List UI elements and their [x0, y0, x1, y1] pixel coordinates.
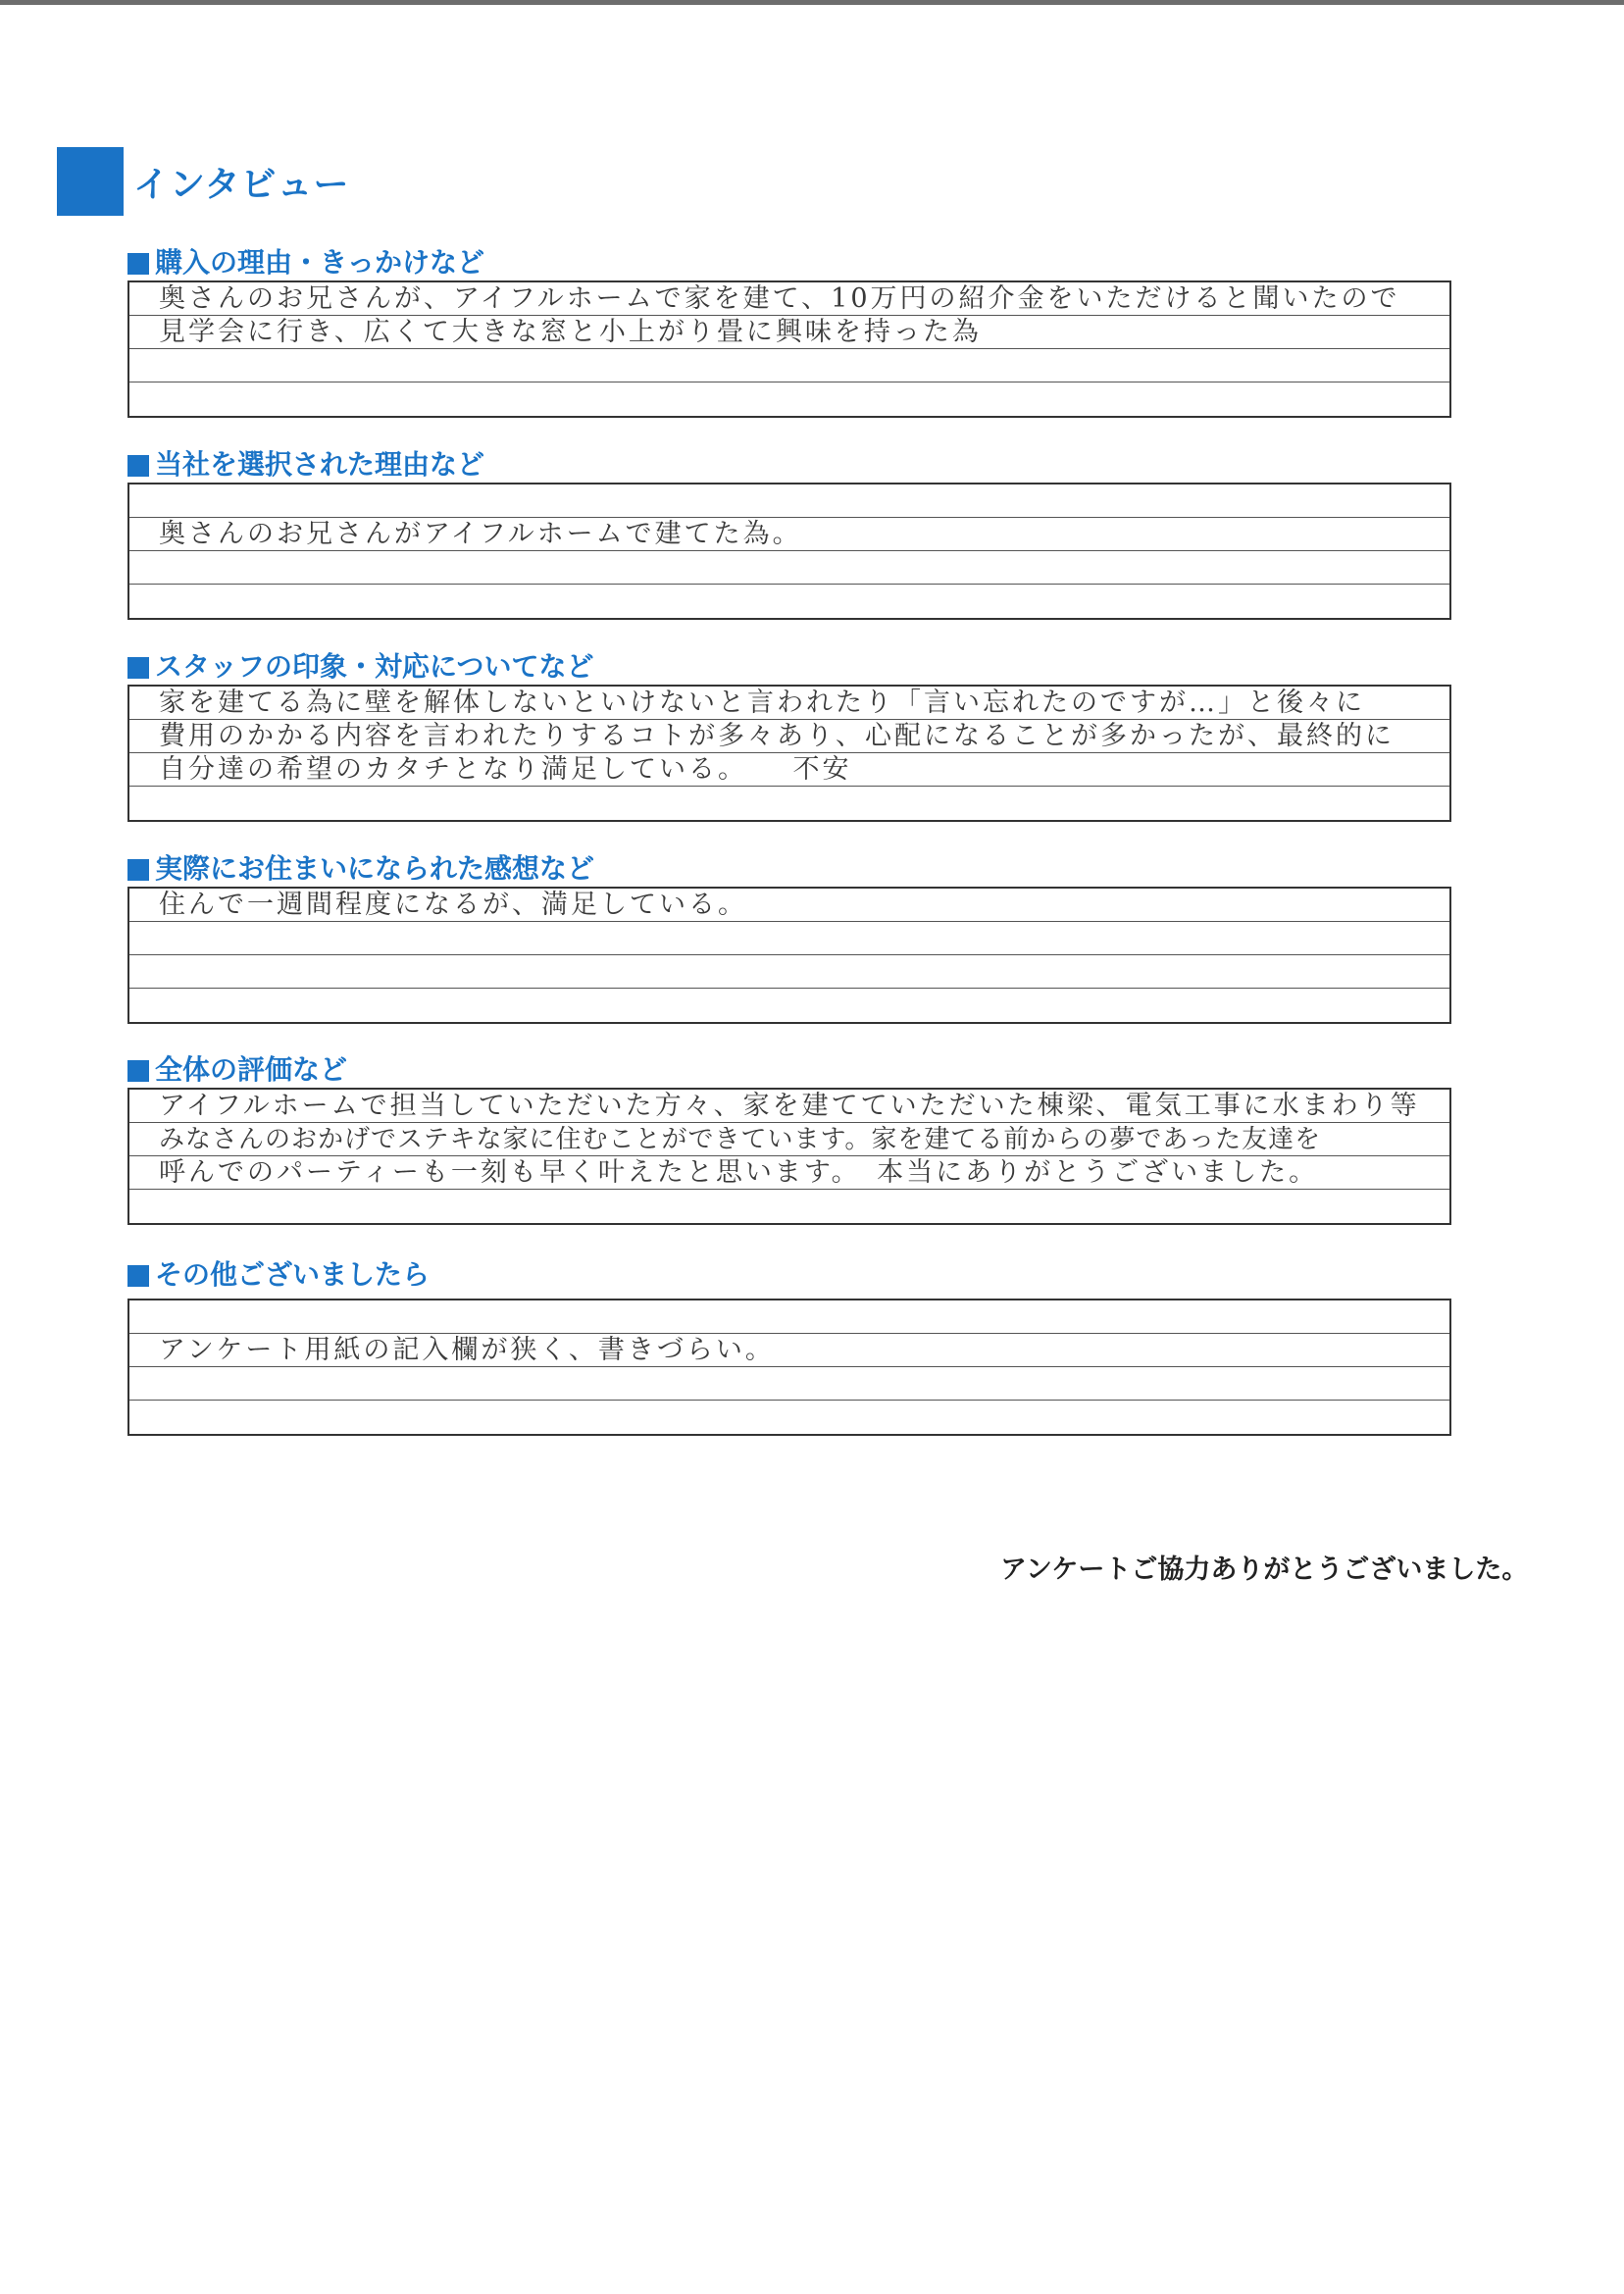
page-top-border — [0, 0, 1624, 5]
answer-line — [129, 787, 1449, 820]
handwritten-text: 費用のかかる内容を言われたりするコトが多々あり、心配になることが多かったが、最終的に — [159, 721, 1395, 751]
handwritten-text: アンケート用紙の記入欄が狭く、書きづらい。 — [159, 1335, 775, 1365]
handwritten-text: 奥さんのお兄さんが、アイフルホームで家を建て、10万円の紹介金をいただけると聞いたので — [159, 283, 1400, 314]
answer-line — [129, 382, 1449, 416]
page-title: インタビュー — [133, 165, 350, 205]
handwritten-text: アイフルホームで担当していただいた方々、家を建てていただいた棟梁、電気工事に水まわり等 — [159, 1091, 1420, 1121]
handwritten-text: 見学会に行き、広くて大きな窓と小上がり畳に興味を持った為 — [159, 317, 982, 347]
answer-line — [129, 484, 1449, 518]
answer-line — [129, 1090, 1449, 1123]
section-heading: スタッフの印象・対応についてなど — [127, 649, 1451, 685]
handwritten-text: 家を建てる為に壁を解体しないといけないと言われたり「言い忘れたのですが…」と後々に — [159, 688, 1365, 718]
answer-line — [129, 1190, 1449, 1223]
section-heading: 実際にお住まいになられた感想など — [127, 851, 1451, 887]
square-bullet-icon — [127, 859, 149, 881]
section-staff-impression — [127, 649, 1451, 822]
answer-line — [129, 551, 1449, 585]
section-heading: その他ございましたら — [127, 1257, 1451, 1293]
section-heading: 当社を選択された理由など — [127, 447, 1451, 483]
answer-line — [129, 1156, 1449, 1190]
answer-line — [129, 585, 1449, 618]
answer-line — [129, 282, 1449, 316]
answer-line — [129, 1334, 1449, 1367]
section-overall-evaluation — [127, 1052, 1451, 1225]
square-bullet-icon — [127, 253, 149, 275]
section-selection-reason — [127, 447, 1451, 620]
square-bullet-icon — [127, 657, 149, 679]
answer-line — [129, 518, 1449, 551]
square-bullet-icon — [127, 1060, 149, 1082]
answer-box — [127, 685, 1451, 822]
header-blue-block — [57, 147, 124, 216]
handwritten-text: 住んで一週間程度になるが、満足している。 — [159, 890, 747, 920]
answer-line — [129, 720, 1449, 753]
handwritten-text: 自分達の希望のカタチとなり満足している。 不安 — [159, 754, 852, 785]
answer-box — [127, 1088, 1451, 1225]
answer-line — [129, 922, 1449, 955]
answer-line — [129, 1123, 1449, 1156]
answer-line — [129, 349, 1449, 382]
section-heading: 購入の理由・きっかけなど — [127, 245, 1451, 280]
answer-line — [129, 316, 1449, 349]
answer-line — [129, 753, 1449, 787]
answer-box — [127, 887, 1451, 1024]
answer-line — [129, 889, 1449, 922]
answer-line — [129, 687, 1449, 720]
handwritten-text: 呼んでのパーティーも一刻も早く叶えたと思います。 本当にありがとうございました。 — [159, 1157, 1319, 1188]
section-other-comments — [127, 1257, 1451, 1436]
closing-thanks: アンケートご協力ありがとうございました。 — [1000, 1555, 1529, 1585]
square-bullet-icon — [127, 1265, 149, 1287]
answer-line — [129, 1300, 1449, 1334]
handwritten-text: 奥さんのお兄さんがアイフルホームで建てた為。 — [159, 519, 802, 549]
answer-box — [127, 280, 1451, 418]
answer-box — [127, 1299, 1451, 1436]
answer-line — [129, 1401, 1449, 1434]
answer-line — [129, 989, 1449, 1022]
answer-box — [127, 483, 1451, 620]
square-bullet-icon — [127, 455, 149, 477]
page-header — [57, 147, 645, 216]
section-purchase-reason — [127, 245, 1451, 418]
answer-line — [129, 1367, 1449, 1401]
section-heading: 全体の評価など — [127, 1052, 1451, 1088]
answer-line — [129, 955, 1449, 989]
section-living-impression — [127, 851, 1451, 1024]
handwritten-text: みなさんのおかげでステキな家に住むことができています。家を建てる前からの夢であった友達を — [159, 1125, 1322, 1154]
